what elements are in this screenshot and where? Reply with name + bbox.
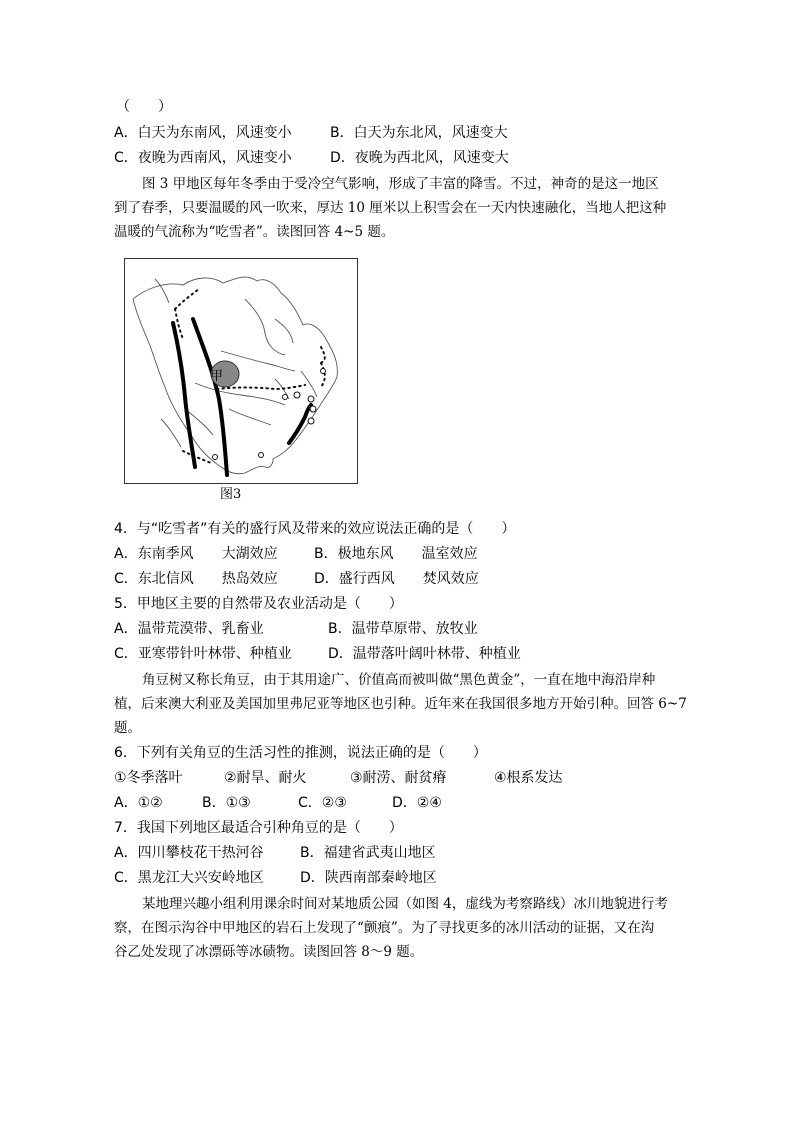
q6-item-4: ④根系发达 xyxy=(494,770,563,786)
q5-option-b: B．温带草原带、放牧业 xyxy=(328,621,478,637)
north-america-map xyxy=(124,258,358,484)
passage1-line-1: 图 3 甲地区每年冬季由于受冷空气影响，形成了丰富的降雪。不过，神奇的是这一地区 xyxy=(142,176,659,192)
q4-option-a: A．东南季风 大湖效应 xyxy=(114,546,278,562)
q7-stem: 7．我国下列地区最适合引种角豆的是（ ） xyxy=(114,820,403,836)
passage2-line-3: 题。 xyxy=(114,720,141,736)
passage1-line-2: 到了春季，只要温暖的风一吹来，厚达 10 厘米以上积雪会在一天内快速融化，当地人把这种 xyxy=(114,200,667,216)
region-jia-label: 甲 xyxy=(210,369,224,384)
q5-option-d: D．温带落叶阔叶林带、种植业 xyxy=(328,646,521,662)
passage3-line-3: 谷乙处发现了冰漂砾等冰碛物。读图回答 8～9 题。 xyxy=(114,944,424,960)
q6-item-2: ②耐旱、耐火 xyxy=(224,770,307,786)
q5-stem: 5．甲地区主要的自然带及农业活动是（ ） xyxy=(114,596,403,612)
passage3-line-2: 察，在图示沟谷中甲地区的岩石上发现了“颤痕”。为了寻找更多的冰川活动的证据，又在沟 xyxy=(114,920,655,936)
passage3-line-1: 某地理兴趣小组利用课余时间对某地质公园（如图 4，虚线为考察路线）冰川地貌进行考 xyxy=(142,896,668,912)
passage1-line-3: 温暖的气流称为“吃雪者”。读图回答 4~5 题。 xyxy=(114,224,395,240)
q6-option-a: A．①② xyxy=(114,795,163,811)
q5-option-a: A．温带荒漠带、乳畜业 xyxy=(114,621,264,637)
q7-option-a: A．四川攀枝花干热河谷 xyxy=(114,845,264,861)
q3-option-b: B．白天为东北风，风速变大 xyxy=(330,125,508,141)
q4-option-c: C．东北信风 热岛效应 xyxy=(114,571,278,587)
q4-option-b: B．极地东风 温室效应 xyxy=(314,546,478,562)
map-svg xyxy=(125,259,357,483)
q3-option-c: C．夜晚为西南风，风速变小 xyxy=(114,150,292,166)
answer-paren: （ ） xyxy=(116,99,172,115)
q6-stem: 6．下列有关角豆的生活习性的推测，说法正确的是（ ） xyxy=(114,745,487,761)
q6-item-3: ③耐涝、耐贫瘠 xyxy=(350,770,447,786)
q4-stem: 4．与“吃雪者”有关的盛行风及带来的效应说法正确的是（ ） xyxy=(114,521,516,537)
q7-option-c: C．黑龙江大兴安岭地区 xyxy=(114,870,264,886)
passage2-line-2: 植，后来澳大利亚及美国加里弗尼亚等地区也引种。近年来在我国很多地方开始引种。回答 6~7 xyxy=(114,696,687,712)
q3-option-a: A．白天为东南风，风速变小 xyxy=(114,125,292,141)
passage2-line-1: 角豆树又称长角豆，由于其用途广、价值高而被叫做“黑色黄金”，一直在地中海沿岸种 xyxy=(142,672,656,688)
figure-caption: 图3 xyxy=(220,487,242,502)
q6-option-d: D．②④ xyxy=(392,795,442,811)
q7-option-d: D．陕西南部秦岭地区 xyxy=(300,870,437,886)
q4-option-d: D．盛行西风 焚风效应 xyxy=(314,571,479,587)
q3-option-d: D．夜晚为西北风，风速变大 xyxy=(330,150,509,166)
q6-option-b: B．①③ xyxy=(202,795,251,811)
q7-option-b: B．福建省武夷山地区 xyxy=(300,845,436,861)
q6-item-1: ①冬季落叶 xyxy=(114,770,183,786)
q6-option-c: C．②③ xyxy=(298,795,347,811)
q5-option-c: C．亚寒带针叶林带、种植业 xyxy=(114,646,292,662)
